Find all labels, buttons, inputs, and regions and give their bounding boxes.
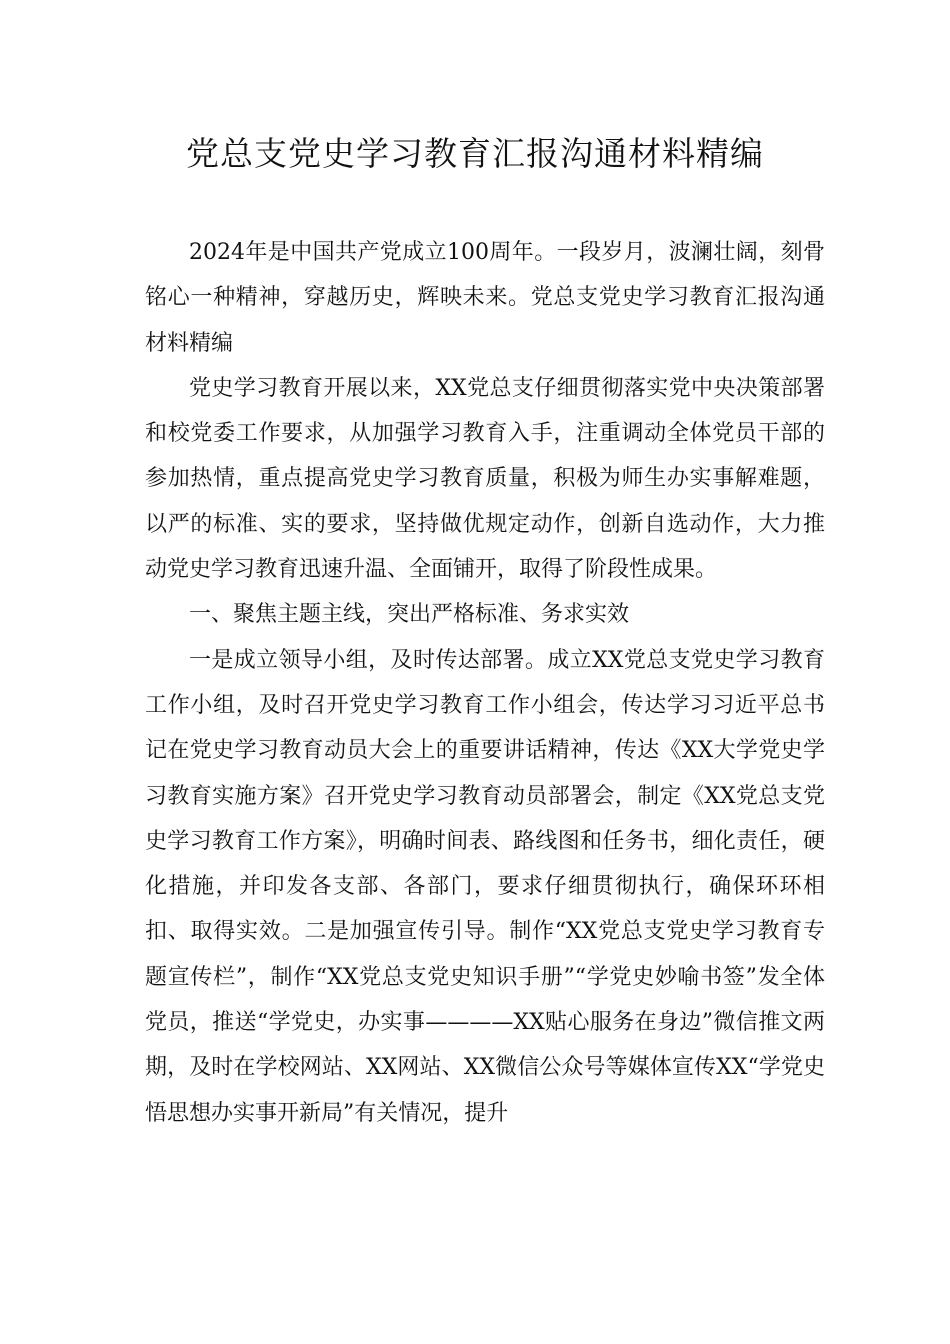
document-body bbox=[145, 230, 825, 1136]
paragraph-section-1: 一是成立领导小组，及时传达部署。成立XX党总支党史学习教育工作小组，及时召开党史学习教育工作小组会，传达学习习近平总书记在党史学习教育动员大会上的重要讲话精神，传达《XX大学党史学习教育实施方案》召开党史学习教育动员部署会，制定《XX党总支党史学习教育工作方案》，明确时间表、路线图和任务书，细化责任，硬化措施，并印发各支部、各部门，要求仔细贯彻执行，确保环环相扣、取得实效。二是加强宣传引导。制作“XX党总支党史学习教育专题宣传栏”，制作“XX党总支党史知识手册”“学党史妙喻书签”发全体党员，推送“学党史，办实事————XX贴心服务在身边”微信推文两期，及时在学校网站、XX网站、XX微信公众号等媒体宣传XX“学党史悟思想办实事开新局”有关情况，提升 bbox=[145, 647, 825, 1126]
paragraph-overview: 党史学习教育开展以来，XX党总支仔细贯彻落实党中央决策部署和校党委工作要求，从加强学习教育入手，注重调动全体党员干部的参加热情，重点提高党史学习教育质量，积极为师生办实事解难题，以严的标准、实的要求，坚持做优规定动作，创新自选动作，大力推动党史学习教育迅速升温、全面铺开，取得了阶段性成果。 bbox=[145, 375, 825, 583]
section-heading-1: 一、聚焦主题主线，突出严格标准、务求实效 bbox=[189, 602, 630, 628]
paragraph-intro: 2024年是中国共产党成立100周年。一段岁月，波澜壮阔，刻骨铭心一种精神，穿越历史，辉映未来。党总支党史学习教育汇报沟通材料精编 bbox=[145, 240, 825, 356]
document-title: 党总支党史学习教育汇报沟通材料精编 bbox=[186, 134, 764, 173]
